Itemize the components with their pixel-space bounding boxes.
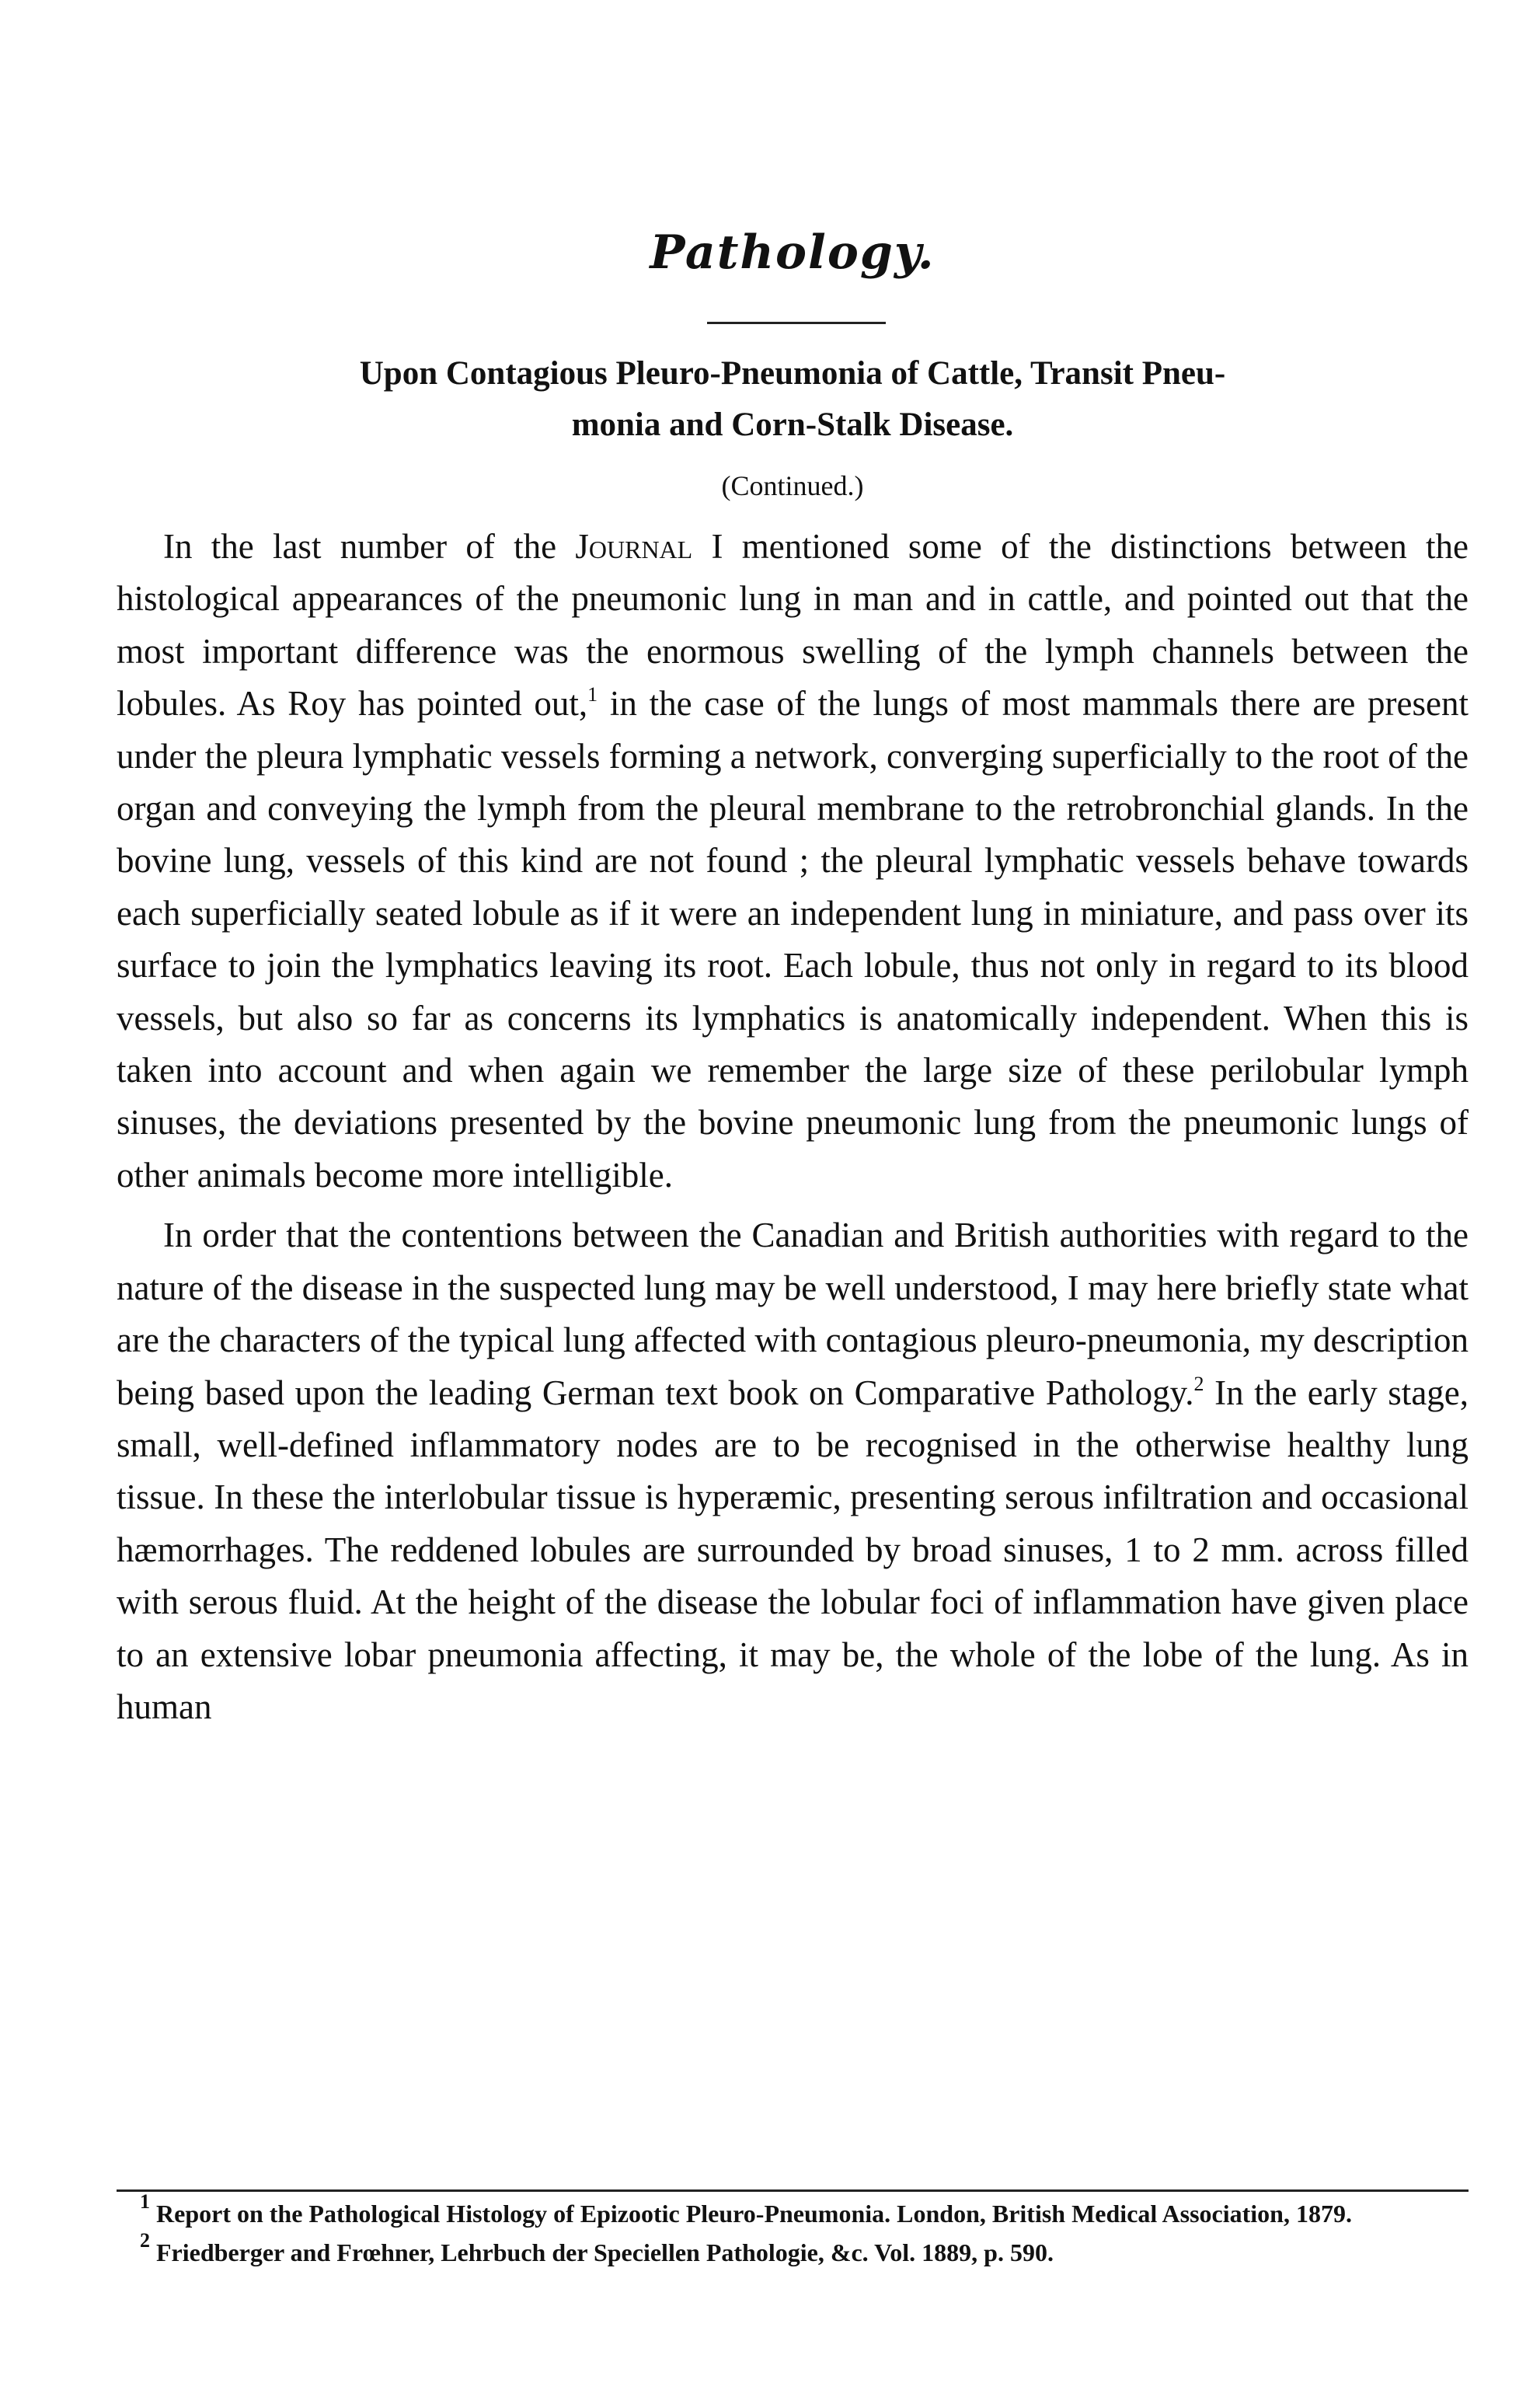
continued-label: (Continued.): [721, 470, 864, 501]
paragraph-2-text-b: In the early stage, small, well-defined inflammatory nodes are to be recognised in the otherwise healthy lung tissue. In these the interlobular tissue is hyperæmic, presenting serous infiltration and occasional hæmorrhages. The reddened lobules are surrounded by broad sinuses, 1 to 2 mm. across filled with serous fluid. At the height of the disease the lobular foci of inflammation have given place to an extensive lobar pneumonia affecting, it may be, the whole of the lobe of the lung. As in human: [117, 1373, 1469, 1726]
footnote-ref-1[interactable]: 1: [587, 683, 598, 707]
paragraph-1-text-b: in the case of the lungs of most mammals there are present under the pleura lymphatic vessels forming a network, converging superficially to the root of the organ and conveying the lymph from the pleural membrane to the retrobronchial glands. In the bovine lung, vessels of this kind are not found ; the pleural lymphatic vessels behave towards each superficially seated lobule as if it were an independent lung in miniature, and pass over its surface to join the lymphatics leaving its root. Each lobule, thus not only in regard to its blood vessels, but also so far as concerns its lymphatics is anatomically independent. When this is taken into account and when again we remember the large size of these perilobular lymph sinuses, the deviations presented by the bovine pneumonic lung from the pneumonic lungs of other animals become more intelligible.: [117, 684, 1469, 1195]
article-body: [117, 521, 1469, 1733]
footnote-ref-2[interactable]: 2: [1193, 1372, 1204, 1395]
footnotes: [117, 2190, 1469, 2270]
article-title-line-2: monia and Corn-Stalk Disease.: [571, 406, 1014, 443]
footnote-2: [117, 2229, 1469, 2270]
article-title-line-1: Upon Contagious Pleuro-Pneumonia of Cattle, Transit Pneu-: [359, 355, 1226, 392]
footnote-2-mark: 2: [140, 2229, 150, 2252]
paragraph-1-text-a: I mentioned some of the distinctions between the histological appearances of the pneumonic lung in man and in cattle, and pointed out that the most important difference was the enormous swelling of the lymph channels between the lobules. As Roy has pointed out,: [117, 527, 1469, 724]
footnote-1-text: Report on the Pathological Histology of Epizootic Pleuro-Pneumonia. London, British Medical Association, 1879.: [150, 2200, 1352, 2228]
footnote-1-mark: 1: [140, 2190, 150, 2213]
paragraph-1: [117, 521, 1469, 1202]
title-rule: [707, 322, 886, 324]
journal-name: Journal: [575, 527, 693, 566]
paragraph-2-text-a: In order that the contentions between the Canadian and British authorities with regard to the nature of the disease in the suspected lung may be well understood, I may here briefly state what are the characters of the typical lung affected with contagious pleuro-pneumonia, my description being based upon the leading German text book on Comparative Pathology.: [117, 1216, 1469, 1412]
footnote-2-text: Friedberger and Frœhner, Lehrbuch der Speciellen Pathologie, &c. Vol. 1889, p. 590.: [150, 2238, 1054, 2266]
footnote-rule: [117, 2189, 1469, 2192]
paragraph-2: [117, 1209, 1469, 1733]
footnote-1: [117, 2190, 1469, 2231]
article-title: [117, 348, 1469, 451]
paragraph-1-start: In the last number of the: [163, 527, 576, 566]
section-title: Pathology.: [650, 225, 935, 280]
